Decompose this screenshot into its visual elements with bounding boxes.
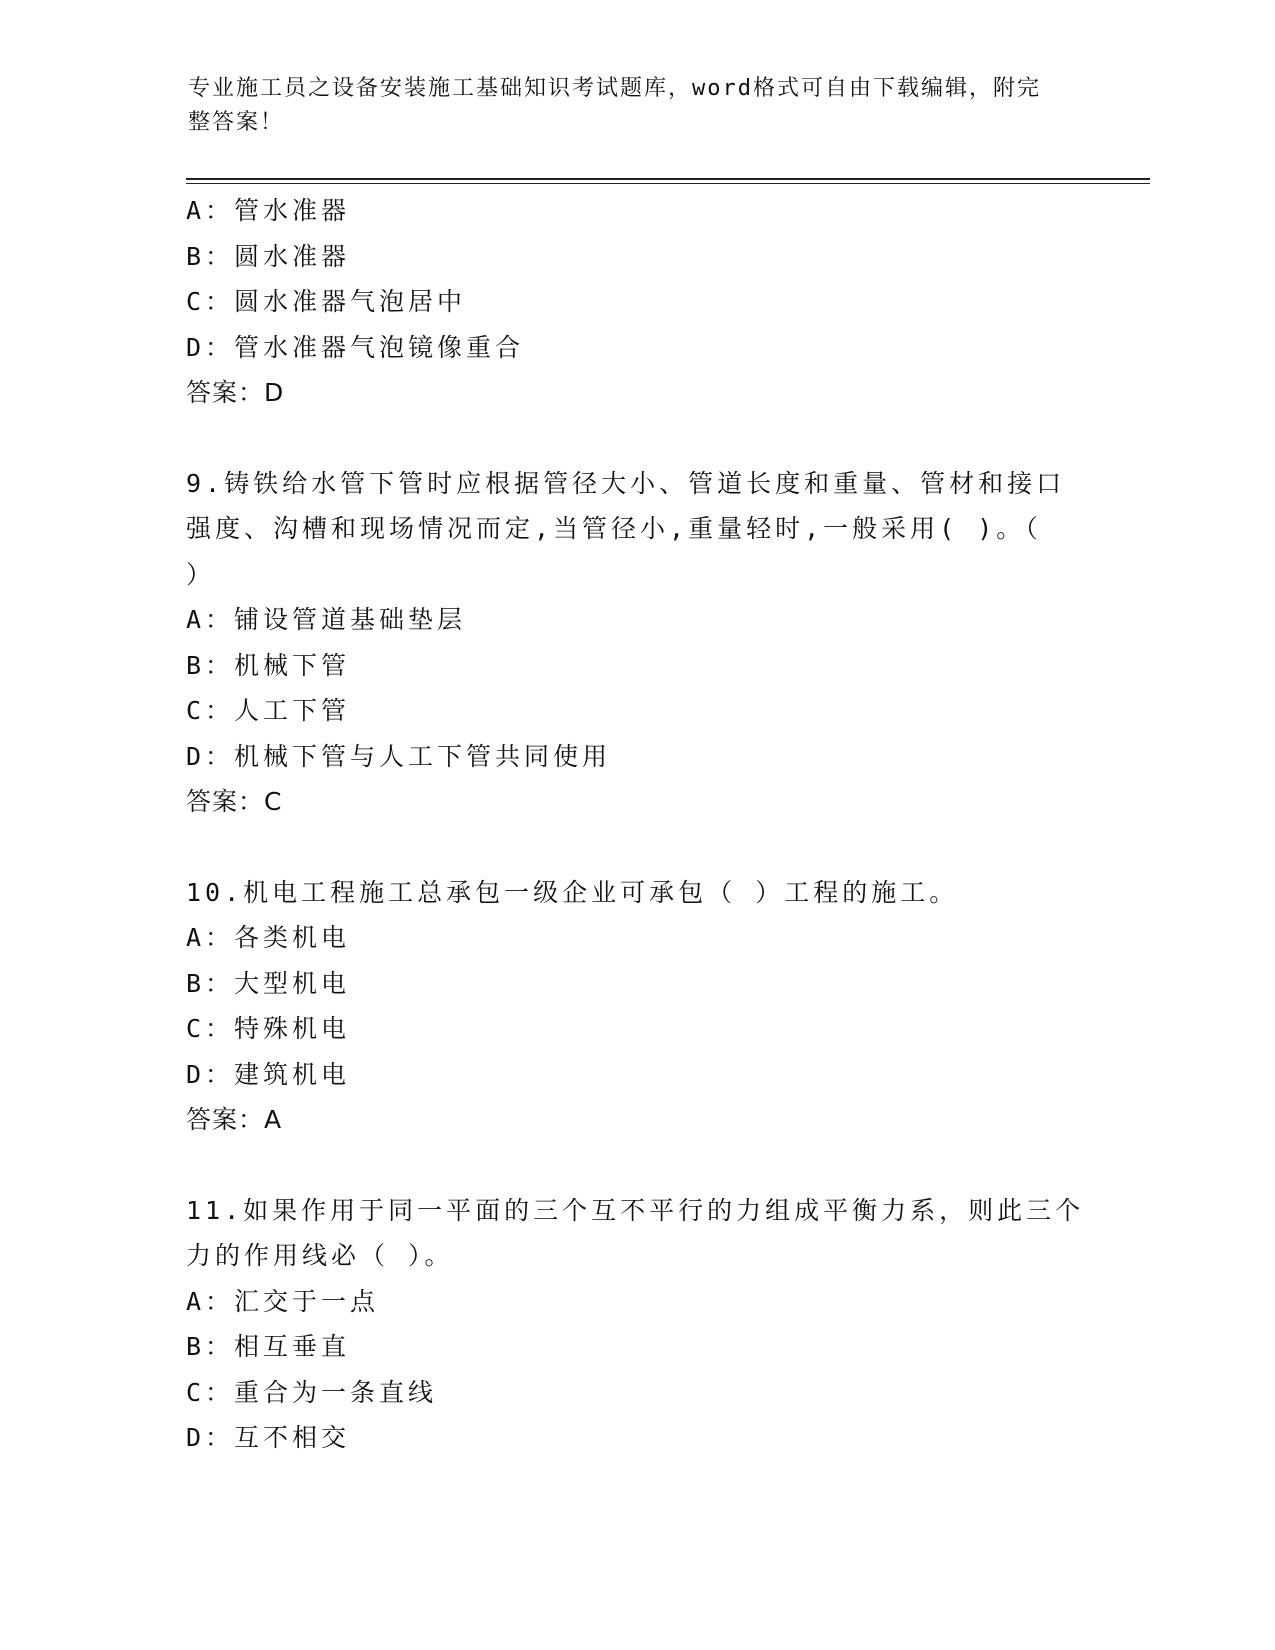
option-d: D：机械下管与人工下管共同使用 xyxy=(186,741,612,771)
option-a: A：汇交于一点 xyxy=(186,1286,380,1316)
option-a: A：铺设管道基础垫层 xyxy=(186,605,467,634)
option-c: C：重合为一条直线 xyxy=(186,1377,438,1407)
question-list xyxy=(186,188,1086,1461)
question-text-line: 9.铸铁给水管下管时应根据管径大小、管道长度和重量、管材和接口 xyxy=(186,468,1066,498)
document-header xyxy=(188,72,1068,140)
question-text-line: 10.机电工程施工总承包一级企业可承包（ ）工程的施工。 xyxy=(186,877,959,907)
question-10 xyxy=(186,870,1086,1143)
option-c: C：特殊机电 xyxy=(186,1014,351,1043)
question-text-line: 强度、沟槽和现场情况而定,当管径小,重量轻时,一般采用( )。（ xyxy=(186,514,1042,543)
option-b: B：大型机电 xyxy=(186,968,351,998)
question-text-line: 11.如果作用于同一平面的三个互不平行的力组成平衡力系，则此三个 xyxy=(186,1195,1085,1225)
question-text-line: ） xyxy=(186,559,216,589)
header-divider-thick xyxy=(186,178,1150,180)
header-line-1: 专业施工员之设备安装施工基础知识考试题库，word格式可自由下载编辑，附完 xyxy=(188,76,1041,101)
answer-label: 答案：C xyxy=(186,787,283,816)
option-d: D：建筑机电 xyxy=(186,1059,351,1089)
question-9 xyxy=(186,461,1086,825)
option-b: B：圆水准器 xyxy=(186,241,351,271)
option-c: C：人工下管 xyxy=(186,696,351,725)
option-a: A：管水准器 xyxy=(186,196,351,225)
header-line-2: 整答案！ xyxy=(188,110,285,135)
answer-label: 答案：D xyxy=(186,378,285,407)
answer-label: 答案：A xyxy=(186,1105,283,1134)
question-11 xyxy=(186,1188,1086,1461)
option-b: B：相互垂直 xyxy=(186,1332,351,1361)
option-b: B：机械下管 xyxy=(186,650,351,680)
header-divider-thin xyxy=(186,183,1150,184)
option-c: C：圆水准器气泡居中 xyxy=(186,287,467,316)
option-d: D：管水准器气泡镜像重合 xyxy=(186,332,525,362)
question-8-continued xyxy=(186,188,1086,416)
option-a: A：各类机电 xyxy=(186,923,351,952)
question-text-line: 力的作用线必（ ）。 xyxy=(186,1241,454,1270)
option-d: D：互不相交 xyxy=(186,1423,351,1452)
